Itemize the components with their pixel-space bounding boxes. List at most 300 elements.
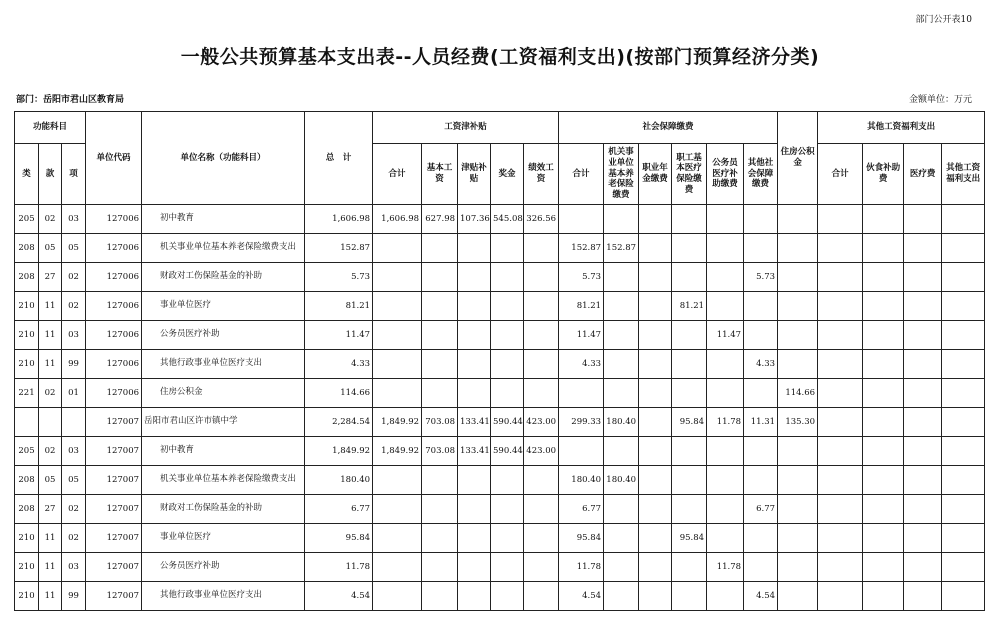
cell-civil-medical: 11.78 [707, 408, 744, 437]
cell-social-sum: 11.47 [559, 321, 604, 350]
cell-allowance [458, 582, 491, 611]
cell-bonus [491, 379, 524, 408]
cell-basic-wage [422, 466, 458, 495]
cell-other-sum [818, 553, 863, 582]
header-kuan: 款 [39, 144, 62, 205]
cell-civil-medical [707, 379, 744, 408]
cell-unit-name: 机关事业单位基本养老保险缴费支出 [142, 466, 305, 495]
cell-unit-name: 公务员医疗补助 [142, 321, 305, 350]
cell-medical: 95.84 [672, 408, 707, 437]
cell-other-sum [818, 495, 863, 524]
cell-xiang: 05 [62, 466, 86, 495]
budget-table [14, 111, 985, 611]
cell-unit-name: 公务员医疗补助 [142, 553, 305, 582]
cell-kuan [39, 408, 62, 437]
cell-social-sum: 11.78 [559, 553, 604, 582]
cell-kuan: 27 [39, 495, 62, 524]
cell-other-sum [818, 524, 863, 553]
cell-perf-wage: 423.00 [524, 408, 559, 437]
header-wage-group: 工资津补贴 [373, 112, 559, 144]
cell-housing [778, 582, 818, 611]
cell-annuity [639, 437, 672, 466]
table-row [15, 205, 985, 234]
header-housing: 住房公积金 [778, 112, 818, 205]
cell-med-fee [904, 350, 942, 379]
cell-unit-code: 127007 [86, 466, 142, 495]
cell-total: 11.47 [305, 321, 373, 350]
cell-unit-code: 127006 [86, 379, 142, 408]
cell-housing [778, 350, 818, 379]
cell-lei [15, 408, 39, 437]
cell-meal [863, 350, 904, 379]
cell-xiang: 99 [62, 350, 86, 379]
header-func-subject: 功能科目 [15, 112, 86, 144]
header-other-group: 其他工资福利支出 [818, 112, 985, 144]
cell-wage-sum [373, 524, 422, 553]
cell-medical: 81.21 [672, 292, 707, 321]
cell-wage-sum [373, 263, 422, 292]
cell-medical [672, 205, 707, 234]
cell-medical: 95.84 [672, 524, 707, 553]
cell-annuity [639, 495, 672, 524]
cell-kuan: 02 [39, 437, 62, 466]
cell-lei: 208 [15, 466, 39, 495]
cell-annuity [639, 292, 672, 321]
table-row [15, 437, 985, 466]
cell-allowance [458, 263, 491, 292]
page-title: 一般公共预算基本支出表--人员经费(工资福利支出)(按部门预算经济分类) [180, 46, 820, 68]
cell-bonus: 545.08 [491, 205, 524, 234]
cell-total: 81.21 [305, 292, 373, 321]
cell-xiang: 05 [62, 234, 86, 263]
cell-annuity [639, 553, 672, 582]
cell-allowance [458, 553, 491, 582]
cell-kuan: 05 [39, 466, 62, 495]
cell-basic-wage [422, 524, 458, 553]
cell-other-welfare [942, 582, 985, 611]
cell-lei: 210 [15, 582, 39, 611]
cell-med-fee [904, 437, 942, 466]
cell-kuan: 02 [39, 379, 62, 408]
header-lei: 类 [15, 144, 39, 205]
cell-perf-wage [524, 263, 559, 292]
cell-bonus: 590.44 [491, 437, 524, 466]
table-row [15, 234, 985, 263]
table-row [15, 408, 985, 437]
cell-other-social [744, 292, 778, 321]
cell-other-social: 4.54 [744, 582, 778, 611]
cell-lei: 210 [15, 350, 39, 379]
cell-social-sum: 6.77 [559, 495, 604, 524]
cell-kuan: 02 [39, 205, 62, 234]
cell-bonus [491, 582, 524, 611]
cell-civil-medical: 11.78 [707, 553, 744, 582]
cell-total: 4.33 [305, 350, 373, 379]
header-other-sum: 合计 [818, 144, 863, 205]
cell-total: 11.78 [305, 553, 373, 582]
cell-total: 180.40 [305, 466, 373, 495]
cell-other-welfare [942, 553, 985, 582]
cell-bonus [491, 292, 524, 321]
cell-perf-wage [524, 582, 559, 611]
cell-kuan: 27 [39, 263, 62, 292]
cell-basic-wage [422, 350, 458, 379]
cell-perf-wage: 326.56 [524, 205, 559, 234]
cell-other-social [744, 466, 778, 495]
cell-wage-sum: 1,849.92 [373, 408, 422, 437]
cell-wage-sum: 1,606.98 [373, 205, 422, 234]
cell-meal [863, 205, 904, 234]
header-social-sum: 合计 [559, 144, 604, 205]
cell-perf-wage [524, 292, 559, 321]
cell-other-welfare [942, 263, 985, 292]
cell-annuity [639, 205, 672, 234]
cell-civil-medical [707, 466, 744, 495]
cell-meal [863, 234, 904, 263]
cell-total: 114.66 [305, 379, 373, 408]
cell-kuan: 11 [39, 582, 62, 611]
cell-bonus [491, 321, 524, 350]
header-unit-code: 单位代码 [86, 112, 142, 205]
cell-civil-medical [707, 495, 744, 524]
cell-med-fee [904, 292, 942, 321]
cell-meal [863, 524, 904, 553]
cell-perf-wage [524, 466, 559, 495]
cell-meal [863, 582, 904, 611]
cell-allowance: 107.36 [458, 205, 491, 234]
form-number: 部门公开表10 [915, 15, 972, 25]
cell-meal [863, 292, 904, 321]
cell-pension [604, 350, 639, 379]
cell-civil-medical [707, 582, 744, 611]
cell-bonus [491, 495, 524, 524]
cell-total: 6.77 [305, 495, 373, 524]
cell-wage-sum [373, 553, 422, 582]
amount-unit-label: 金额单位：万元 [908, 95, 972, 105]
cell-xiang: 01 [62, 379, 86, 408]
cell-social-sum [559, 205, 604, 234]
header-other-social: 其他社会保障缴费 [744, 144, 778, 205]
cell-annuity [639, 466, 672, 495]
cell-kuan: 11 [39, 524, 62, 553]
cell-xiang: 02 [62, 524, 86, 553]
cell-med-fee [904, 379, 942, 408]
cell-meal [863, 379, 904, 408]
cell-other-welfare [942, 292, 985, 321]
cell-basic-wage [422, 379, 458, 408]
cell-unit-code: 127007 [86, 553, 142, 582]
header-pension: 机关事业单位基本养老保险缴费 [604, 144, 639, 205]
header-bonus: 奖金 [491, 144, 524, 205]
table-row [15, 263, 985, 292]
header-wage-sum: 合计 [373, 144, 422, 205]
cell-med-fee [904, 263, 942, 292]
cell-basic-wage [422, 234, 458, 263]
cell-kuan: 05 [39, 234, 62, 263]
cell-other-social: 11.31 [744, 408, 778, 437]
cell-other-social [744, 321, 778, 350]
cell-bonus: 590.44 [491, 408, 524, 437]
cell-other-sum [818, 437, 863, 466]
header-social-group: 社会保障缴费 [559, 112, 778, 144]
cell-allowance [458, 379, 491, 408]
cell-med-fee [904, 466, 942, 495]
cell-lei: 210 [15, 321, 39, 350]
cell-unit-name: 机关事业单位基本养老保险缴费支出 [142, 234, 305, 263]
cell-civil-medical [707, 524, 744, 553]
cell-housing [778, 553, 818, 582]
table-row [15, 524, 985, 553]
cell-total: 5.73 [305, 263, 373, 292]
cell-meal [863, 321, 904, 350]
cell-allowance [458, 524, 491, 553]
cell-allowance [458, 495, 491, 524]
cell-total: 95.84 [305, 524, 373, 553]
cell-pension [604, 524, 639, 553]
cell-other-sum [818, 466, 863, 495]
cell-pension [604, 495, 639, 524]
cell-civil-medical [707, 437, 744, 466]
cell-unit-code: 127006 [86, 321, 142, 350]
cell-annuity [639, 321, 672, 350]
cell-unit-code: 127007 [86, 408, 142, 437]
cell-wage-sum [373, 495, 422, 524]
cell-xiang: 02 [62, 495, 86, 524]
cell-meal [863, 408, 904, 437]
cell-perf-wage [524, 553, 559, 582]
cell-wage-sum [373, 292, 422, 321]
cell-meal [863, 466, 904, 495]
cell-basic-wage [422, 582, 458, 611]
cell-xiang: 03 [62, 205, 86, 234]
cell-basic-wage [422, 292, 458, 321]
cell-unit-code: 127007 [86, 582, 142, 611]
cell-wage-sum: 1,849.92 [373, 437, 422, 466]
cell-allowance [458, 350, 491, 379]
header-civil-medical: 公务员医疗补助缴费 [707, 144, 744, 205]
cell-medical [672, 466, 707, 495]
cell-other-social [744, 234, 778, 263]
cell-med-fee [904, 205, 942, 234]
cell-meal [863, 495, 904, 524]
cell-housing [778, 466, 818, 495]
cell-basic-wage [422, 495, 458, 524]
cell-other-social [744, 379, 778, 408]
cell-med-fee [904, 495, 942, 524]
cell-kuan: 11 [39, 321, 62, 350]
cell-perf-wage: 423.00 [524, 437, 559, 466]
cell-xiang: 02 [62, 292, 86, 321]
cell-unit-name: 岳阳市君山区许市镇中学 [142, 408, 305, 437]
cell-unit-code: 127007 [86, 495, 142, 524]
cell-annuity [639, 263, 672, 292]
cell-other-welfare [942, 408, 985, 437]
cell-basic-wage [422, 321, 458, 350]
cell-unit-code: 127006 [86, 234, 142, 263]
cell-other-social: 5.73 [744, 263, 778, 292]
cell-med-fee [904, 582, 942, 611]
cell-social-sum: 4.33 [559, 350, 604, 379]
cell-lei: 208 [15, 495, 39, 524]
cell-other-welfare [942, 437, 985, 466]
cell-unit-name: 事业单位医疗 [142, 292, 305, 321]
table-row [15, 495, 985, 524]
cell-perf-wage [524, 524, 559, 553]
cell-other-sum [818, 379, 863, 408]
cell-kuan: 11 [39, 292, 62, 321]
cell-lei: 205 [15, 205, 39, 234]
cell-wage-sum [373, 582, 422, 611]
cell-social-sum: 95.84 [559, 524, 604, 553]
cell-lei: 205 [15, 437, 39, 466]
cell-civil-medical [707, 350, 744, 379]
cell-xiang: 03 [62, 321, 86, 350]
cell-bonus [491, 524, 524, 553]
table-row [15, 553, 985, 582]
cell-unit-code: 127006 [86, 350, 142, 379]
cell-housing: 114.66 [778, 379, 818, 408]
cell-other-sum [818, 292, 863, 321]
cell-unit-code: 127006 [86, 205, 142, 234]
cell-other-welfare [942, 205, 985, 234]
cell-housing [778, 263, 818, 292]
cell-med-fee [904, 524, 942, 553]
cell-medical [672, 350, 707, 379]
cell-other-social: 4.33 [744, 350, 778, 379]
cell-social-sum: 81.21 [559, 292, 604, 321]
cell-xiang: 02 [62, 263, 86, 292]
cell-perf-wage [524, 321, 559, 350]
cell-total: 2,284.54 [305, 408, 373, 437]
cell-other-social [744, 205, 778, 234]
table-row [15, 379, 985, 408]
cell-meal [863, 263, 904, 292]
cell-kuan: 11 [39, 553, 62, 582]
cell-other-social [744, 437, 778, 466]
cell-medical [672, 263, 707, 292]
header-perf-wage: 绩效工资 [524, 144, 559, 205]
cell-pension [604, 205, 639, 234]
cell-other-social: 6.77 [744, 495, 778, 524]
cell-housing [778, 524, 818, 553]
cell-other-sum [818, 234, 863, 263]
cell-civil-medical [707, 292, 744, 321]
cell-social-sum: 5.73 [559, 263, 604, 292]
cell-other-sum [818, 263, 863, 292]
cell-xiang: 03 [62, 437, 86, 466]
cell-perf-wage [524, 379, 559, 408]
cell-lei: 208 [15, 234, 39, 263]
cell-unit-code: 127007 [86, 524, 142, 553]
cell-bonus [491, 466, 524, 495]
table-row [15, 466, 985, 495]
table-row [15, 350, 985, 379]
cell-unit-name: 其他行政事业单位医疗支出 [142, 350, 305, 379]
cell-wage-sum [373, 379, 422, 408]
cell-lei: 210 [15, 524, 39, 553]
cell-housing [778, 292, 818, 321]
cell-perf-wage [524, 350, 559, 379]
cell-wage-sum [373, 321, 422, 350]
cell-unit-code: 127006 [86, 263, 142, 292]
cell-civil-medical [707, 263, 744, 292]
cell-unit-code: 127006 [86, 292, 142, 321]
cell-medical [672, 379, 707, 408]
cell-other-welfare [942, 321, 985, 350]
department-label: 部门：岳阳市君山区教育局 [16, 95, 125, 105]
cell-civil-medical [707, 205, 744, 234]
cell-other-sum [818, 205, 863, 234]
cell-kuan: 11 [39, 350, 62, 379]
cell-unit-name: 初中教育 [142, 437, 305, 466]
cell-unit-name: 财政对工伤保险基金的补助 [142, 263, 305, 292]
cell-allowance: 133.41 [458, 437, 491, 466]
table-row [15, 292, 985, 321]
header-other-welfare: 其他工资福利支出 [942, 144, 985, 205]
cell-medical [672, 582, 707, 611]
cell-xiang: 99 [62, 582, 86, 611]
cell-lei: 210 [15, 553, 39, 582]
cell-medical [672, 553, 707, 582]
cell-allowance [458, 321, 491, 350]
cell-medical [672, 234, 707, 263]
cell-medical [672, 437, 707, 466]
cell-other-welfare [942, 524, 985, 553]
cell-social-sum: 180.40 [559, 466, 604, 495]
cell-wage-sum [373, 466, 422, 495]
cell-unit-name: 其他行政事业单位医疗支出 [142, 582, 305, 611]
cell-housing [778, 205, 818, 234]
cell-civil-medical [707, 234, 744, 263]
cell-basic-wage [422, 263, 458, 292]
cell-bonus [491, 263, 524, 292]
table-row [15, 321, 985, 350]
cell-total: 4.54 [305, 582, 373, 611]
cell-allowance [458, 292, 491, 321]
cell-social-sum: 152.87 [559, 234, 604, 263]
cell-other-welfare [942, 466, 985, 495]
cell-annuity [639, 350, 672, 379]
cell-xiang [62, 408, 86, 437]
cell-annuity [639, 582, 672, 611]
cell-basic-wage: 627.98 [422, 205, 458, 234]
table-row [15, 582, 985, 611]
cell-other-sum [818, 350, 863, 379]
cell-unit-name: 事业单位医疗 [142, 524, 305, 553]
cell-other-welfare [942, 379, 985, 408]
cell-unit-name: 初中教育 [142, 205, 305, 234]
header-xiang: 项 [62, 144, 86, 205]
header-med-fee: 医疗费 [904, 144, 942, 205]
cell-pension: 180.40 [604, 466, 639, 495]
cell-pension: 152.87 [604, 234, 639, 263]
cell-other-sum [818, 321, 863, 350]
cell-social-sum [559, 437, 604, 466]
cell-housing [778, 234, 818, 263]
cell-pension: 180.40 [604, 408, 639, 437]
header-total: 总 计 [305, 112, 373, 205]
cell-housing: 135.30 [778, 408, 818, 437]
cell-basic-wage [422, 553, 458, 582]
cell-meal [863, 437, 904, 466]
cell-pension [604, 321, 639, 350]
header-unit-name: 单位名称（功能科目） [142, 112, 305, 205]
cell-medical [672, 495, 707, 524]
cell-med-fee [904, 234, 942, 263]
cell-medical [672, 321, 707, 350]
cell-social-sum [559, 379, 604, 408]
cell-pension [604, 582, 639, 611]
